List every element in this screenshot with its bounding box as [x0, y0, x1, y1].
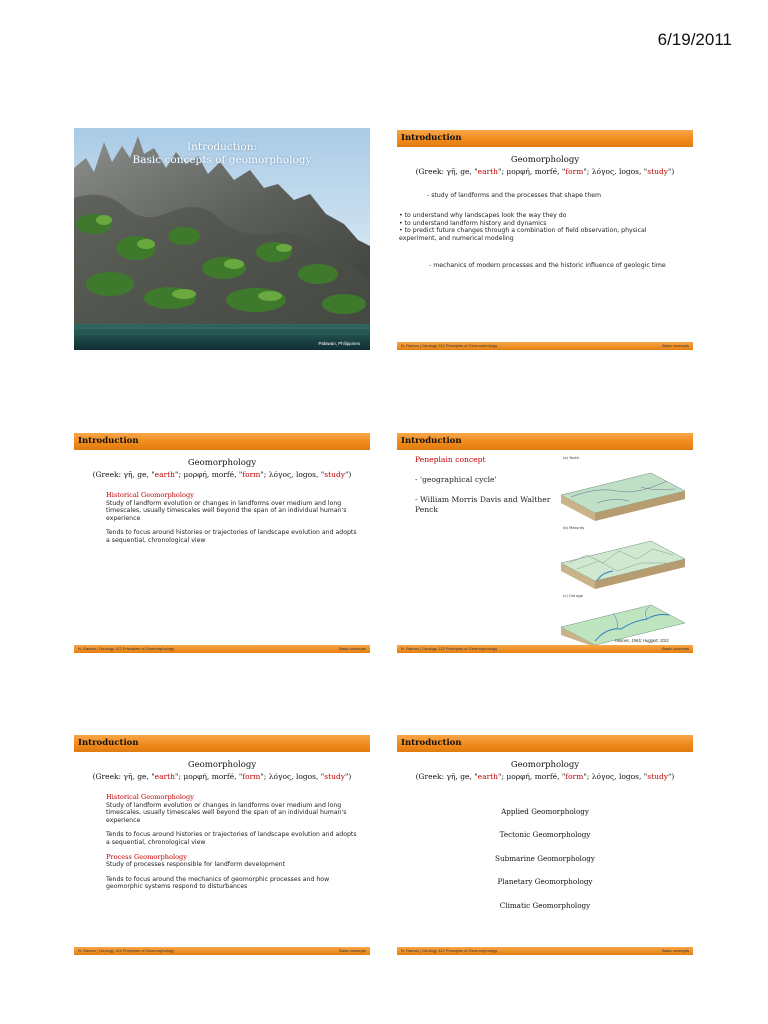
svg-text:(a) Youth: (a) Youth: [563, 456, 580, 460]
slide-footer: N. Ramos | Geology 122 Principles of Geomorphology Basic concepts: [397, 947, 693, 955]
slide-footer: N. Ramos | Geology 122 Principles of Geomorphology Basic concepts: [74, 947, 370, 955]
slide-header: Introduction: [74, 735, 370, 752]
slide-footer: N. Ramos | Geology 122 Principles of Geomorphology Basic concepts: [397, 342, 693, 350]
branch-submarine: Submarine Geomorphology: [495, 854, 595, 863]
diagram-citation: Holmes, 1965; Huggett, 2011: [614, 638, 669, 643]
goal-item: • to understand why landscapes look the way they do: [399, 212, 567, 219]
slide-footer: N. Ramos | Geology 122 Principles of Geomorphology Basic concepts: [74, 645, 370, 653]
peneplain-heading: Peneplain concept: [415, 455, 486, 464]
mechanics-text: - mechanics of modern processes and the historic influence of geologic time: [429, 262, 666, 269]
karst-cliff-photo: [74, 128, 370, 350]
historical-focus: Tends to focus around histories or trajectories of landscape evolution and adopts a sequential, chronological view: [106, 831, 357, 846]
photo-caption: Palawan, Philippines: [318, 341, 360, 346]
etymology-line: (Greek: γῆ, ge, "earth"; μορφή, morfé, "form"; λόγος, logos, "study"): [92, 470, 352, 479]
etymology-line: (Greek: γῆ, ge, "earth"; μορφή, morfé, "form"; λόγος, logos, "study"): [92, 772, 352, 781]
branch-climatic: Climatic Geomorphology: [499, 901, 591, 910]
slide-footer: N. Ramos | Geology 122 Principles of Geomorphology Basic concepts: [397, 645, 693, 653]
slide-header: Introduction: [397, 735, 693, 752]
slide-5-introduction[interactable]: [74, 733, 370, 955]
slide-1-title-text: Introduction: Basic concepts of geomorphology: [132, 141, 312, 166]
slide-title: Geomorphology: [187, 458, 257, 468]
branch-planetary: Planetary Geomorphology: [497, 877, 593, 886]
branch-applied: Applied Geomorphology: [501, 807, 589, 816]
slide-header: Introduction: [397, 130, 693, 147]
process-focus: Tends to focus around the mechanics of geomorphic processes and how geomorphic systems respond to disturbances: [106, 875, 330, 891]
historical-focus: Tends to focus around histories or trajectories of landscape evolution and adopts a sequential, chronological view: [106, 529, 357, 544]
geomorphology-types-block: [106, 794, 362, 891]
historical-definition: Study of landform evolution or changes in landforms over medium and long timescales, usually timescales well beyond the span of an individual human's experience: [106, 801, 347, 824]
historical-geomorphology-heading: Historical Geomorphology: [106, 491, 194, 499]
slide-title: Geomorphology: [510, 155, 580, 165]
slide-header: Introduction: [74, 433, 370, 450]
process-geomorphology-heading: Process Geomorphology: [106, 852, 187, 861]
slide-2-introduction[interactable]: [397, 128, 693, 350]
page-date: 6/19/2011: [657, 30, 732, 49]
slide-4-peneplain[interactable]: [397, 431, 693, 653]
geographical-cycle: - 'geographical cycle': [415, 475, 497, 484]
process-definition: Study of processes responsible for landform development: [106, 861, 286, 869]
goals-list: [399, 212, 684, 242]
etymology-line: (Greek: γῆ, ge, "earth"; μορφή, morfé, "form"; λόγος, logos, "study"): [415, 167, 675, 176]
slide-3-introduction[interactable]: [74, 431, 370, 653]
davis-penck: - William Morris Davis and Walther Penck: [415, 495, 551, 514]
slide-title: Geomorphology: [510, 760, 580, 770]
definition-text: - study of landforms and the processes that shape them: [427, 192, 602, 199]
goal-item: • to predict future changes through a combination of field observation, physical experiment, and numerical modeling: [399, 227, 647, 242]
slide-header: Introduction: [397, 433, 693, 450]
etymology-line: (Greek: γῆ, ge, "earth"; μορφή, morfé, "form"; λόγος, logos, "study"): [415, 772, 675, 781]
svg-text:(c) Old age: (c) Old age: [563, 594, 583, 598]
branch-tectonic: Tectonic Geomorphology: [499, 830, 591, 839]
goal-item: • to understand landform history and dynamics: [399, 219, 547, 227]
slide-title: Geomorphology: [187, 760, 257, 770]
historical-geomorphology-block: [106, 492, 362, 545]
svg-text:(b) Maturity: (b) Maturity: [563, 526, 585, 530]
slide-6-branches[interactable]: [397, 733, 693, 955]
historical-geomorphology-heading: Historical Geomorphology: [106, 793, 194, 801]
historical-definition: Study of landform evolution or changes in landforms over medium and long timescales, usually timescales well beyond the span of an individual human's experience: [106, 499, 347, 522]
slide-1-title[interactable]: [74, 128, 370, 350]
peneplain-text: [415, 455, 555, 515]
peneplain-diagram: [557, 451, 689, 647]
